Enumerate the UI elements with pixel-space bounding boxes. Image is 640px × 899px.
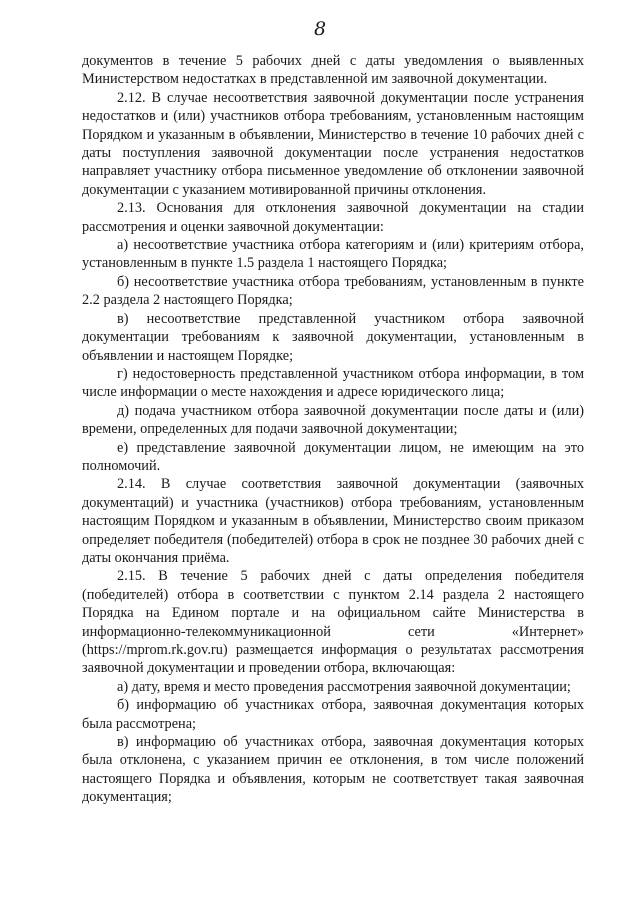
list-item-b-2: б) информацию об участниках отбора, заявочная документация которых была рассмотрена;	[82, 697, 584, 732]
paragraph-2-13: 2.13. Основания для отклонения заявочной документации на стадии рассмотрения и оценки заявочной документации:	[82, 200, 584, 235]
paragraph-continuation: документов в течение 5 рабочих дней с даты уведомления о выявленных Министерством недостатках в представленной им заявочной документации.	[82, 53, 584, 88]
document-body	[82, 52, 584, 807]
list-item-e: е) представление заявочной документации лицом, не имеющим на это полномочий.	[82, 439, 584, 474]
list-item-g: г) недостоверность представленной участником отбора информации, в том числе информации о месте нахождения и адресе юридического лица;	[82, 365, 584, 401]
paragraph-2-15: 2.15. В течение 5 рабочих дней с даты определения победителя (победителей) отбора в соответствии с пунктом 2.14 раздела 2 настоящего Порядка на Едином портале и на официальном сайте Министерства в информационно-телекоммуникационной сети «Интернет» (https://mprom.rk.gov.ru) размещается информация о результатах рассмотрения заявочной документации и проведении отбора, включающая:	[82, 568, 584, 677]
list-item-v: в) несоответствие представленной участником отбора заявочной документации требованиям к заявочной документации, установленным в объявлении и настоящем Порядке;	[82, 310, 584, 364]
list-item-b: б) несоответствие участника отбора требованиям, установленным в пункте 2.2 раздела 2 настоящего Порядка;	[82, 273, 584, 309]
list-item-a-2: а) дату, время и место проведения рассмотрения заявочной документации;	[117, 678, 571, 695]
list-item-v-2: в) информацию об участниках отбора, заявочная документация которых была отклонена, с указанием причин ее отклонения, в том числе положений настоящего Порядка и объявления, которым не соответствует такая заявочная документация;	[82, 734, 584, 806]
paragraph-2-12: 2.12. В случае несоответствия заявочной документации после устранения недостатков и (или) участников отбора требованиям, установленным настоящим Порядком и указанным в объявлении, Министерство в течение 10 рабочих дней с даты поступления заявочной документации после устранения недостатков направляет участнику отбора письменное уведомление об отклонении заявочной документации с указанием мотивированной причины отклонения.	[82, 89, 584, 198]
list-item-a: а) несоответствие участника отбора категориям и (или) критериям отбора, установленным в пункте 1.5 раздела 1 настоящего Порядка;	[82, 237, 584, 272]
list-item-d: д) подача участником отбора заявочной документации после даты и (или) времени, определенных для подачи заявочной документации;	[82, 402, 584, 438]
paragraph-2-14: 2.14. В случае соответствия заявочной документации (заявочных документаций) и участника (участников) отбора требованиям, установленным настоящим Порядком и указанным в объявлении, Министерство своим приказом определяет победителя (победителей) отбора в срок не позднее 30 рабочих дней с даты окончания приёма.	[82, 476, 584, 566]
page-number: 8	[313, 18, 327, 40]
